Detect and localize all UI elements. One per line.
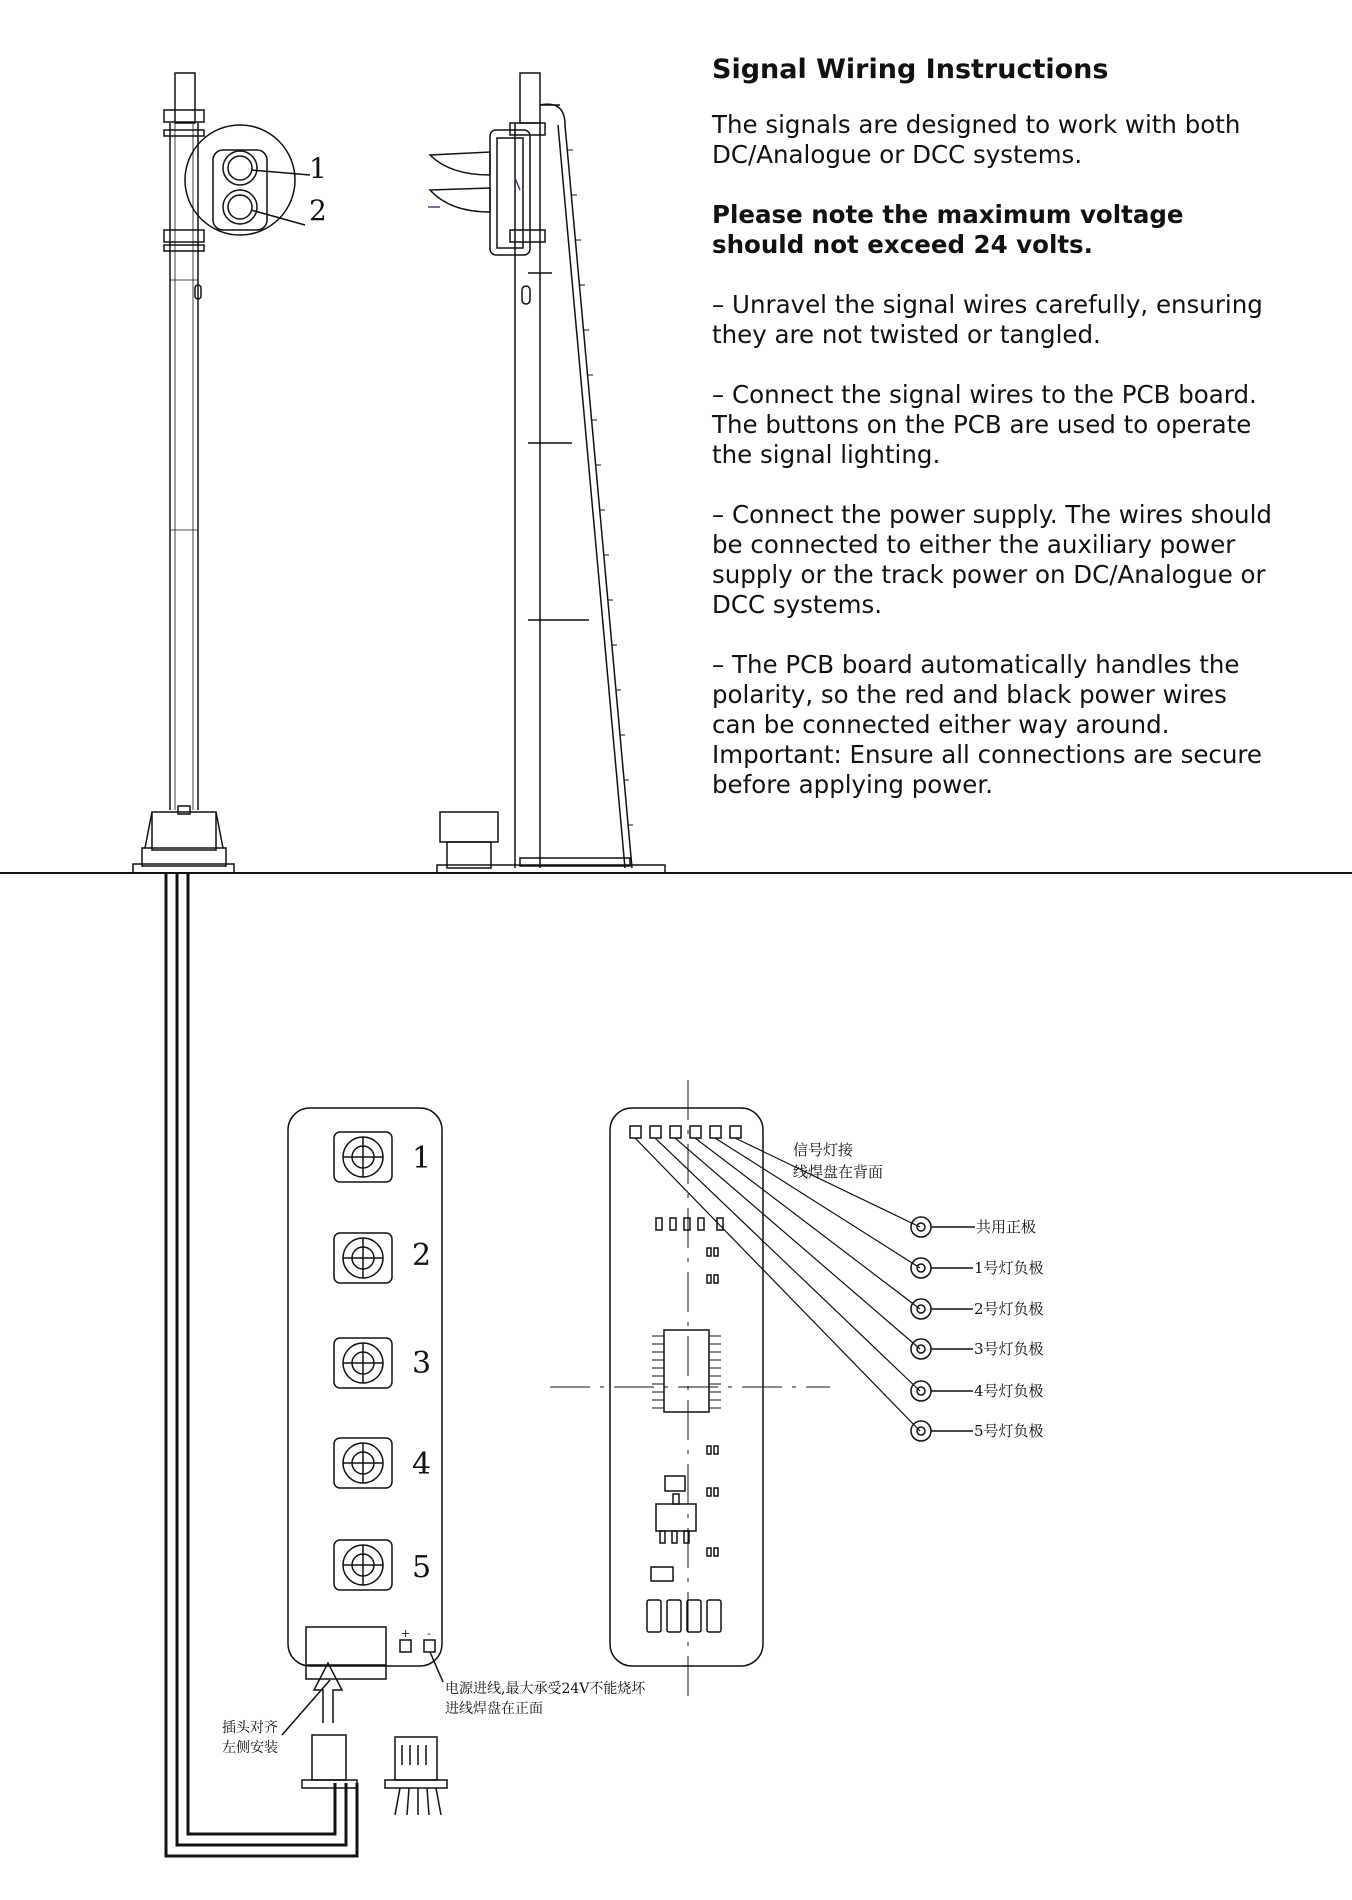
wire-label-lamp-5: 5号灯负极 (974, 1422, 1044, 1440)
wire-terminal-4 (911, 1381, 973, 1401)
wire-terminal-1 (911, 1258, 973, 1278)
step-connect-power: – Connect the power supply. The wires should be connected to either the auxiliary power supply or the track power on DC/Analogue or DCC systems. (712, 500, 1272, 619)
push-button-5[interactable] (334, 1540, 392, 1590)
lamp-label-1: 1 (309, 152, 327, 185)
lamp-label-2: 2 (309, 194, 327, 227)
wire-label-lamp-4: 4号灯负极 (974, 1382, 1044, 1400)
wire-label-lamp-2: 2号灯负极 (974, 1300, 1044, 1318)
wire-label-lamp-1: 1号灯负极 (974, 1259, 1044, 1277)
power-note-line1: 电源进线,最大承受24V不能烧坏 (445, 1681, 646, 1697)
power-minus-label: - (427, 1627, 431, 1640)
button-label-3: 3 (412, 1346, 432, 1381)
push-button-1[interactable] (334, 1132, 392, 1182)
power-plus-label: + (401, 1627, 411, 1640)
push-button-2[interactable] (334, 1233, 392, 1283)
pcb-back-view (550, 1080, 975, 1700)
plug-note-line1: 插头对齐 (222, 1720, 278, 1736)
button-label-2: 2 (412, 1238, 432, 1273)
button-label-4: 4 (412, 1447, 432, 1482)
button-label-1: 1 (412, 1141, 432, 1176)
wire-terminal-5 (911, 1421, 973, 1441)
wire-label-common: 共用正极 (976, 1218, 1037, 1236)
signal-side-view (428, 73, 665, 873)
power-note-line2: 进线焊盘在正面 (445, 1701, 543, 1717)
signal-front-view (133, 73, 310, 873)
voltage-warning: Please note the maximum voltage should not exceed 24 volts. (712, 200, 1184, 259)
button-label-5: 5 (412, 1550, 432, 1585)
push-button-3[interactable] (334, 1338, 392, 1388)
instructions-intro: The signals are designed to work with both DC/Analogue or DCC systems. (712, 110, 1241, 169)
wire-terminal-common (911, 1217, 975, 1237)
wire-label-lamp-3: 3号灯负极 (974, 1340, 1044, 1358)
wire-terminal-3 (911, 1339, 973, 1359)
step-polarity: – The PCB board automatically handles the polarity, so the red and black power wires can be connected either way around. Important: Ensure all connections are secure before applying power. (712, 650, 1263, 799)
signal-cable (166, 873, 357, 1856)
wire-terminal-2 (911, 1299, 973, 1319)
pad-note-line2: 线焊盘在背面 (793, 1163, 884, 1181)
step-connect-signal: – Connect the signal wires to the PCB board. The buttons on the PCB are used to operate the signal lighting. (712, 380, 1257, 469)
push-button-4[interactable] (334, 1438, 392, 1488)
plug-note-line2: 左侧安装 (222, 1740, 278, 1756)
instructions-title: Signal Wiring Instructions (712, 54, 1109, 85)
pad-note-line1: 信号灯接 (793, 1141, 854, 1159)
step-unravel: – Unravel the signal wires carefully, ensuring they are not twisted or tangled. (712, 290, 1263, 349)
